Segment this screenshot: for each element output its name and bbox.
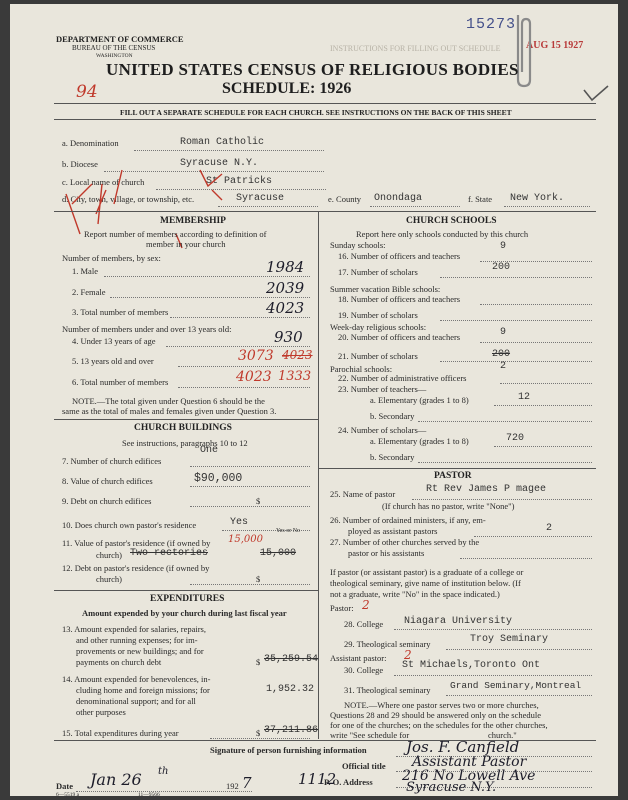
label-q7: 7. Number of church edifices [62, 456, 162, 466]
value-year-digit[interactable]: 7 [242, 774, 252, 792]
value-q8[interactable]: $90,000 [194, 472, 243, 485]
line-q25 [412, 499, 592, 500]
value-q4-under13[interactable]: 930 [274, 328, 303, 346]
label-q17: 17. Number of scholars [338, 267, 418, 277]
label-q27-l1: 27. Number of other churches served by the [330, 537, 480, 547]
label-under-over: Number of members under and over 13 years old: [62, 324, 232, 334]
expenditures-sub: Amount expended by your church during last fiscal year [82, 608, 287, 618]
label-q29: 29. Theological seminary [344, 639, 431, 649]
pastor-note-4: write "See schedule for [330, 730, 410, 740]
value-q26[interactable]: 2 [546, 523, 553, 534]
value-signature[interactable]: Jos. F. Canfield [406, 738, 520, 756]
label-q23: 23. Number of teachers— [338, 384, 427, 394]
label-county: e. County [328, 194, 362, 204]
line-q22 [500, 383, 592, 384]
label-q16: 16. Number of officers and teachers [338, 251, 461, 261]
value-q21[interactable]: 200 [492, 349, 511, 360]
form-number: 6—5519 a [56, 792, 80, 796]
column-divider [318, 211, 319, 739]
label-q24a: a. Elementary (grades 1 to 8) [370, 436, 469, 446]
value-q11-amount[interactable]: 15,000 [260, 548, 297, 559]
value-q5-over13[interactable]: 3073 [238, 348, 274, 364]
instruction-line: FILL OUT A SEPARATE SCHEDULE FOR EACH CHURCH. SEE INSTRUCTIONS ON THE BACK OF THIS SHEET [120, 108, 512, 117]
label-q24: 24. Number of scholars— [338, 425, 427, 435]
line-city [218, 206, 318, 207]
line-denomination [134, 150, 324, 151]
label-q31: 31. Theological seminary [344, 685, 431, 695]
buildings-see: See instructions, paragraphs 10 to 12 [122, 438, 248, 448]
divider-pastor [318, 468, 596, 469]
line-q29 [446, 649, 592, 650]
value-address[interactable]: 216 No Lowell Ave [402, 768, 536, 784]
label-q13-l4: payments on church debt [76, 657, 162, 667]
label-q22: 22. Number of administrative officers [338, 373, 467, 383]
line-q24b [418, 462, 592, 463]
value-q3-total[interactable]: 4023 [266, 299, 305, 317]
line-q30 [394, 675, 592, 676]
value-official-title[interactable]: Assistant Pastor [412, 754, 527, 770]
line-q15 [210, 738, 310, 739]
label-city: d. City, town, village, or township, etc. [62, 194, 195, 204]
value-diocese[interactable]: Syracuse N.Y. [180, 158, 259, 169]
red-mark-2b: 2 [404, 648, 412, 662]
label-q25-note: (If church has no pastor, write "None") [382, 501, 515, 511]
pastor-note-2: Questions 28 and 29 should be answered only on the schedule [330, 710, 542, 720]
line-q31 [446, 695, 592, 696]
label-assistant: Assistant pastor: [330, 653, 387, 663]
value-q7[interactable]: One [200, 445, 219, 456]
dollar-q12: $ [256, 574, 261, 584]
pastor-note-5: church." [488, 730, 517, 740]
label-q30: 30. College [344, 665, 384, 675]
line-q27 [460, 558, 592, 559]
label-parochial: Parochial schools: [330, 364, 393, 374]
label-q6-total: 6. Total number of members [72, 377, 169, 387]
value-q6-red-alt: 1333 [278, 369, 312, 384]
grad-line-1: If pastor (or assistant pastor) is a graduate of a college or [330, 567, 524, 577]
label-q21: 21. Number of scholars [338, 351, 418, 361]
line-q8 [190, 486, 310, 487]
value-denomination[interactable]: Roman Catholic [180, 137, 265, 148]
value-q25[interactable]: Rt Rev James P magee [426, 484, 547, 495]
value-q29[interactable]: Troy Seminary [470, 634, 549, 645]
label-by-sex: Number of members, by sex: [62, 253, 161, 263]
line-q18 [480, 304, 592, 305]
label-weekday: Week-day religious schools: [330, 322, 427, 332]
schedule-title: SCHEDULE: 1926 [222, 80, 352, 97]
membership-intro-2: member in your church [146, 239, 226, 249]
bureau-city: WASHINGTON [96, 53, 133, 59]
grad-line-2: theological seminary, give name of institution below. (If [330, 578, 521, 588]
value-q14[interactable]: 1,952.32 [266, 684, 315, 695]
line-q12 [190, 584, 310, 585]
label-q4-under13: 4. Under 13 years of age [72, 336, 156, 346]
label-q14-l1: 14. Amount expended for benevolences, in- [62, 674, 211, 684]
value-parochial[interactable]: 2 [500, 361, 507, 372]
label-date: Date [56, 781, 73, 791]
value-sunday[interactable]: 9 [500, 241, 507, 252]
label-q28: 28. College [344, 619, 384, 629]
label-q3-total: 3. Total number of members [72, 307, 169, 317]
label-local-name: c. Local name of church [62, 177, 145, 187]
pastor-title: PASTOR [434, 471, 472, 481]
line-date [76, 791, 252, 792]
label-pastor: Pastor: [330, 603, 354, 613]
value-q30[interactable]: St Michaels,Toronto Ont [402, 660, 541, 671]
value-q2-female[interactable]: 2039 [266, 279, 305, 297]
value-local-name[interactable]: St Patricks [206, 176, 273, 187]
label-signature: Signature of person furnishing information [210, 745, 367, 755]
membership-note-2: same as the total of males and females given under Question 3. [62, 406, 277, 416]
value-q23a[interactable]: 12 [518, 392, 531, 403]
form-number-2: 11—9566 [138, 792, 160, 796]
label-q18: 18. Number of officers and teachers [338, 294, 461, 304]
value-q17[interactable]: 200 [492, 262, 511, 273]
section-divider-top [54, 211, 596, 212]
line-q3 [170, 317, 310, 318]
label-q5-over13: 5. 13 years old and over [72, 356, 154, 366]
label-q1-male: 1. Male [72, 266, 98, 276]
stamp-number: 15273 [466, 16, 517, 33]
value-q28[interactable]: Niagara University [404, 616, 513, 627]
label-summer: Summer vacation Bible schools: [330, 284, 441, 294]
label-address: P. O. Address [324, 777, 373, 787]
label-q26-l2: ployed as assistant pastors [348, 526, 438, 536]
label-q27-l2: pastor or his assistants [348, 548, 425, 558]
stamp-date: AUG 15 1927 [526, 40, 584, 51]
line-q26 [474, 536, 592, 537]
header-rule-bottom [54, 119, 596, 120]
value-q20[interactable]: 9 [500, 327, 507, 338]
line-state [504, 206, 590, 207]
line-county [370, 206, 460, 207]
label-q26-l1: 26. Number of ordained ministers, if any, em- [330, 515, 486, 525]
value-q5-red-total: 4023 [282, 348, 313, 362]
label-sunday: Sunday schools: [330, 240, 386, 250]
note-1112: 1112 [298, 770, 337, 788]
label-q2-female: 2. Female [72, 287, 106, 297]
value-state[interactable]: New York. [510, 193, 565, 204]
value-address-city[interactable]: Syracuse N.Y. [406, 780, 497, 795]
red-check-mark-icon [582, 84, 612, 104]
pastor-note-3: for one of the churches; on the schedules for the other churches, [330, 720, 548, 730]
label-q20: 20. Number of officers and teachers [338, 332, 461, 342]
label-q11-line2: church) [96, 550, 122, 560]
label-state: f. State [468, 194, 493, 204]
line-q4 [166, 346, 310, 347]
header-rule-top [54, 103, 596, 104]
label-year: 192 [226, 781, 239, 791]
value-q13[interactable]: 35,259.54 [264, 654, 319, 665]
label-yes-or-no: Yes or No [276, 528, 301, 534]
value-date[interactable]: Jan 26 [90, 770, 142, 789]
label-q25: 25. Name of pastor [330, 489, 396, 499]
membership-intro-1: Report number of members according to definition of [84, 229, 267, 239]
line-q2 [110, 297, 310, 298]
value-q11-text[interactable]: Two rectories [130, 548, 209, 559]
expenditures-title: EXPENDITURES [150, 594, 225, 604]
value-q31[interactable]: Grand Seminary,Montreal [450, 680, 582, 691]
divider-expenditures [54, 590, 318, 591]
dollar-q13: $ [256, 657, 261, 667]
value-county[interactable]: Onondaga [374, 193, 423, 204]
line-q17 [440, 277, 592, 278]
line-q21 [440, 361, 592, 362]
label-denomination: a. Denomination [62, 138, 119, 148]
instructions-faint: INSTRUCTIONS FOR FILLING OUT SCHEDULE [330, 44, 501, 53]
label-q12-line2: church) [96, 574, 122, 584]
line-q23a [494, 405, 592, 406]
label-q23b: b. Secondary [370, 411, 415, 421]
label-q12-line1: 12. Debt on pastor's residence (if owned by [62, 563, 210, 573]
value-q11-red: 15,000 [228, 534, 263, 545]
form-title: UNITED STATES CENSUS OF RELIGIOUS BODIES [106, 60, 519, 79]
value-q15[interactable]: 37,211.86 [264, 725, 319, 736]
line-q19 [440, 320, 592, 321]
label-q14-l4: other purposes [76, 707, 126, 717]
line-q6 [178, 387, 310, 388]
value-date-suffix: th [158, 766, 169, 777]
census-form-sheet [10, 4, 618, 796]
label-q13-l2: and other running expenses; for im- [76, 635, 198, 645]
label-q9: 9. Debt on church edifices [62, 496, 152, 506]
label-q14-l2: cluding home and foreign missions; for [76, 685, 210, 695]
bureau-name: BUREAU OF THE CENSUS [72, 44, 156, 52]
label-q10: 10. Does church own pastor's residence [62, 520, 197, 530]
red-mark-2a: 2 [362, 598, 370, 612]
label-q15: 15. Total expenditures during year [62, 728, 179, 738]
label-q24b: b. Secondary [370, 452, 415, 462]
label-q14-l3: denominational support; and for all [76, 696, 196, 706]
label-q13-l3: provements or new buildings; and for [76, 646, 204, 656]
line-q5 [178, 366, 310, 367]
schools-intro: Report here only schools conducted by this church [356, 229, 529, 239]
label-q23a: a. Elementary (grades 1 to 8) [370, 395, 469, 405]
grad-line-3: not a graduate, write "No" in the space indicated.) [330, 589, 500, 599]
membership-title: MEMBERSHIP [160, 216, 226, 226]
line-q7 [190, 466, 310, 467]
value-q1-male[interactable]: 1984 [266, 258, 305, 276]
label-q11-line1: 11. Value of pastor's residence (if owned by [62, 538, 211, 548]
label-q13-l1: 13. Amount expended for salaries, repairs, [62, 624, 206, 634]
line-q23b [418, 421, 592, 422]
buildings-title: CHURCH BUILDINGS [134, 423, 232, 433]
line-q28 [394, 629, 592, 630]
line-q1 [104, 276, 310, 277]
label-official-title: Official title [342, 761, 386, 771]
value-q6-total[interactable]: 4023 [236, 369, 272, 385]
dollar-q9: $ [256, 496, 261, 506]
value-q10[interactable]: Yes [230, 517, 249, 528]
red-note-94: 94 [76, 82, 98, 102]
value-q24a[interactable]: 720 [506, 433, 525, 444]
department-name: DEPARTMENT OF COMMERCE [56, 34, 184, 44]
pastor-note-1: NOTE.—Where one pastor serves two or more churches, [344, 700, 539, 710]
membership-note-1: NOTE.—The total given under Question 6 should be the [72, 396, 265, 406]
line-q24a [494, 446, 592, 447]
schools-title: CHURCH SCHOOLS [406, 216, 497, 226]
line-q20 [480, 342, 592, 343]
dollar-q15: $ [256, 728, 261, 738]
label-q8: 8. Value of church edifices [62, 476, 153, 486]
label-diocese: b. Diocese [62, 159, 98, 169]
divider-buildings [54, 419, 318, 420]
line-q9 [190, 506, 310, 507]
label-q19: 19. Number of scholars [338, 310, 418, 320]
value-city[interactable]: Syracuse [236, 193, 285, 204]
